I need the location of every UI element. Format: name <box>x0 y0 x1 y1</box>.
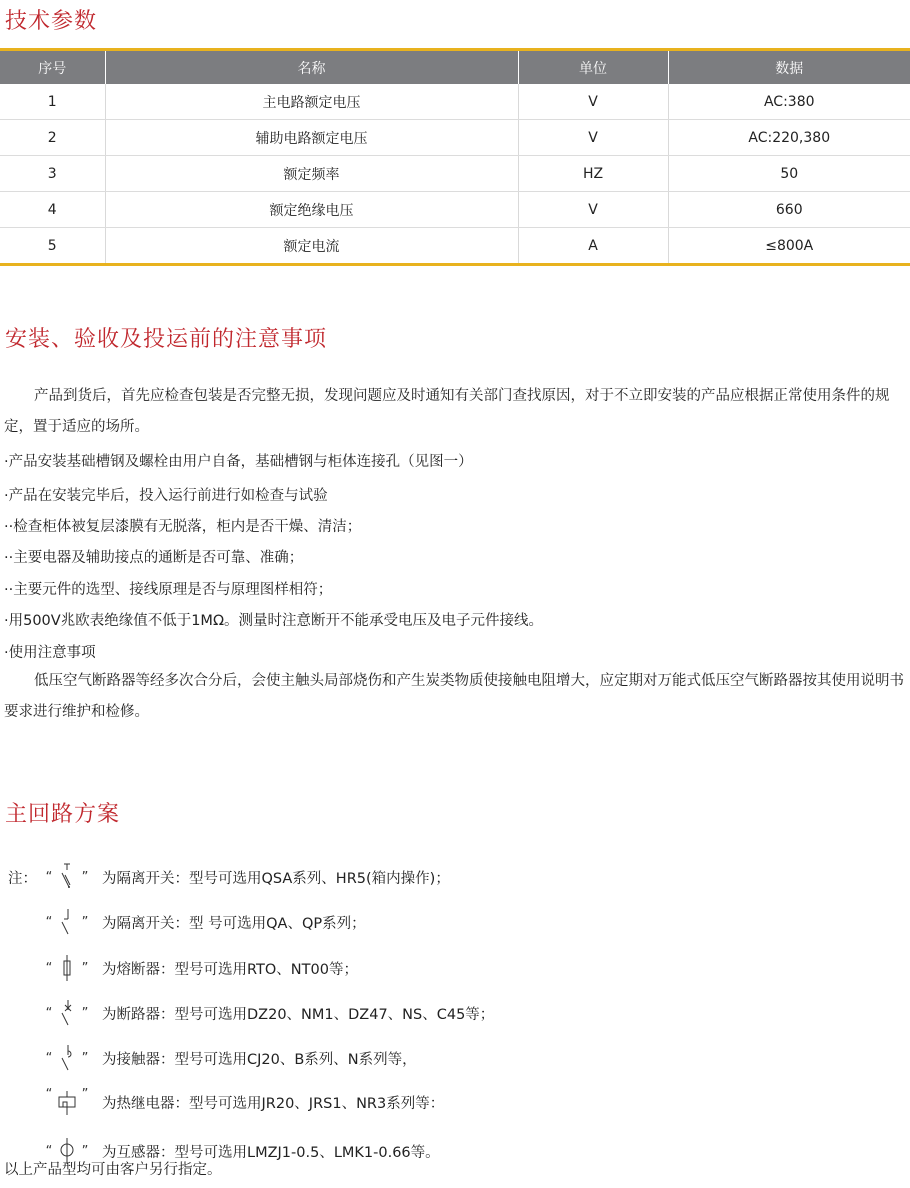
install-bullet: ·用500V兆欧表绝缘值不低于1MΩ。测量时注意断开不能承受电压及电子元件接线。 <box>4 613 544 629</box>
install-intro-text: 产品到货后，首先应检查包装是否完整无损，发现问题应及时通知有关部门查找原因，对于不立即安装的产品应根据正常使用条件的规定，置于适应的场所。 <box>4 388 890 435</box>
cell-unit: A <box>518 228 668 265</box>
open-quote: “ <box>45 1005 53 1021</box>
params-title: 技术参数 <box>5 9 98 34</box>
note-text: 为隔离开关：型 号可选用QA、QP系列； <box>102 915 366 932</box>
cell-index: 1 <box>0 84 105 120</box>
disconnect-switch-icon <box>54 907 80 937</box>
header-value: 数据 <box>668 50 910 85</box>
cell-value: AC:380 <box>668 84 910 120</box>
cell-unit: V <box>518 192 668 228</box>
cell-index: 2 <box>0 120 105 156</box>
table-header-row <box>0 50 910 85</box>
note-text: 为接触器：型号可选用CJ20、B系列、N系列等， <box>102 1051 417 1068</box>
cell-unit: HZ <box>518 156 668 192</box>
note-item <box>44 1043 417 1073</box>
open-quote: “ <box>45 1143 53 1159</box>
note-text: 为断路器：型号可选用DZ20、NM1、DZ47、NS、C45等； <box>102 1006 495 1023</box>
note-text: 为互感器：型号可选用LMZJ1-0.5、LMK1-0.66等。 <box>102 1144 440 1161</box>
fuse-icon <box>54 953 80 983</box>
open-quote: “ <box>45 869 53 885</box>
cell-value: 660 <box>668 192 910 228</box>
install-intro <box>4 381 906 443</box>
close-quote: ” <box>81 960 89 976</box>
open-quote: “ <box>45 960 53 976</box>
isolating-switch-icon <box>54 862 80 892</box>
cell-value: 50 <box>668 156 910 192</box>
table-row <box>0 156 910 192</box>
usage-paragraph <box>4 666 906 728</box>
note-item <box>44 998 494 1028</box>
install-bullet: ·产品在安装完毕后，投入运行前进行如检查与试验 <box>4 488 328 504</box>
table-row <box>0 120 910 156</box>
table-row <box>0 84 910 120</box>
cell-index: 5 <box>47 237 57 254</box>
note-item <box>44 953 358 983</box>
cell-index: 3 <box>0 156 105 192</box>
cell-name: 额定电流 <box>105 228 518 265</box>
open-quote: “ <box>45 1050 53 1066</box>
close-quote: ” <box>81 1005 89 1021</box>
cell-unit: V <box>518 120 668 156</box>
open-quote: “ <box>45 914 53 930</box>
scheme-title: 主回路方案 <box>5 802 121 827</box>
thermal-relay-icon <box>54 1087 80 1117</box>
open-quote: “ <box>45 1087 53 1102</box>
note-item <box>8 862 450 892</box>
table-row <box>0 192 910 228</box>
cell-unit: V <box>518 84 668 120</box>
install-bullet: ·产品安装基础槽钢及螺栓由用户自备，基础槽钢与柜体连接孔（见图一） <box>4 454 473 470</box>
note-text: 为熔断器：型号可选用RTO、NT00等； <box>102 961 358 978</box>
install-bullet: ·使用注意事项 <box>4 645 96 661</box>
table-row <box>0 228 910 265</box>
close-quote: ” <box>81 914 89 930</box>
cell-name: 主电路额定电压 <box>105 84 518 120</box>
install-title: 安装、验收及投运前的注意事项 <box>5 327 328 352</box>
note-text: 为隔离开关：型号可选用QSA系列、HR5(箱内操作)； <box>102 870 450 887</box>
cell-name: 额定频率 <box>105 156 518 192</box>
note-prefix: 注： <box>8 870 37 887</box>
install-bullet: ··主要元件的选型、接线原理是否与原理图样相符； <box>4 582 333 598</box>
header-name: 名称 <box>105 50 518 85</box>
contactor-icon <box>54 1043 80 1073</box>
usage-text: 低压空气断路器等经多次合分后，会使主触头局部烧伤和产生炭类物质使接触电阻增大，应定期对万能式低压空气断路器按其使用说明书要求进行维护和检修。 <box>4 673 904 720</box>
notes-footer: 以上产品型均可由客户另行指定。 <box>4 1162 222 1178</box>
note-text: 为热继电器：型号可选用JR20、JRS1、NR3系列等： <box>102 1095 445 1112</box>
circuit-breaker-icon <box>54 998 80 1028</box>
close-quote: ” <box>81 1143 89 1159</box>
note-item <box>44 907 366 937</box>
cell-index: 4 <box>0 192 105 228</box>
close-quote: ” <box>81 869 89 885</box>
header-index: 序号 <box>0 50 105 85</box>
install-bullet: ··主要电器及辅助接点的通断是否可靠、准确； <box>4 550 304 566</box>
note-item <box>44 1087 444 1117</box>
header-unit: 单位 <box>518 50 668 85</box>
cell-name: 辅助电路额定电压 <box>105 120 518 156</box>
close-quote: ” <box>81 1087 89 1102</box>
close-quote: ” <box>81 1050 89 1066</box>
cell-value: ≤800A <box>668 228 910 265</box>
params-table <box>0 48 910 266</box>
cell-value: AC:220,380 <box>668 120 910 156</box>
install-bullet: ··检查柜体被复层漆膜有无脱落，柜内是否干燥、清洁； <box>4 519 362 535</box>
cell-name: 额定绝缘电压 <box>105 192 518 228</box>
